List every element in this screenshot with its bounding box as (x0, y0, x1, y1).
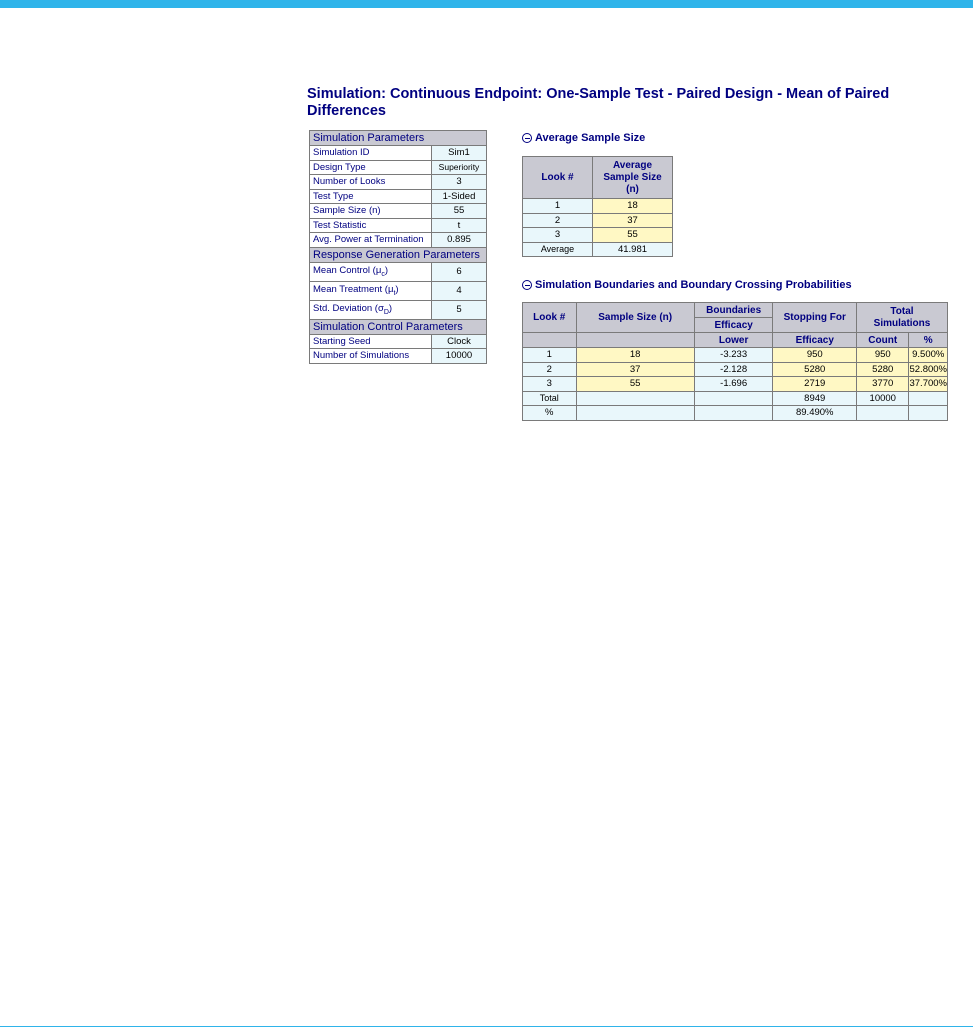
param-value: Sim1 (432, 146, 487, 161)
param-value: 55 (432, 204, 487, 219)
param-label: Mean Treatment $(\mu_t)$ (310, 281, 432, 300)
table-row (523, 391, 948, 406)
table-row (310, 281, 487, 300)
table-row (523, 348, 948, 363)
param-value: 5 (432, 300, 487, 319)
cell-lower: -3.233 (694, 348, 773, 363)
param-value: 1-Sided (432, 189, 487, 204)
cell-look: 2 (523, 362, 577, 377)
cell-n: 37 (593, 213, 673, 228)
cell-efficacy: 950 (773, 348, 857, 363)
param-value: Clock (432, 334, 487, 349)
cell-n: 18 (576, 348, 694, 363)
cell-pct-label: % (523, 406, 577, 421)
col-header-total-simulations: Total Simulations (857, 303, 948, 333)
param-value: t (432, 218, 487, 233)
table-row (523, 377, 948, 392)
table-row (523, 199, 673, 214)
cell-empty (694, 391, 773, 406)
cell-empty (576, 391, 694, 406)
cell-lower: -1.696 (694, 377, 773, 392)
col-header-lower: Lower (694, 333, 773, 348)
col-header-boundaries: Boundaries (694, 303, 773, 318)
col-header-blank (576, 333, 694, 348)
collapse-icon[interactable] (522, 280, 532, 290)
col-header-count: Count (857, 333, 909, 348)
cell-average-value: 41.981 (593, 242, 673, 257)
cell-pct: 9.500% (909, 348, 948, 363)
table-row (310, 175, 487, 190)
table-row (310, 334, 487, 349)
cell-pct: 37.700% (909, 378, 947, 390)
table-row (310, 146, 487, 161)
cell-n: 55 (576, 377, 694, 392)
cell-average-label: Average (523, 242, 593, 257)
table-row (310, 300, 487, 319)
bottom-divider (0, 1026, 973, 1027)
table-row (310, 233, 487, 248)
table-row (310, 349, 487, 364)
table-row (523, 213, 673, 228)
cell-pct: 52.800% (909, 363, 947, 375)
cell-look: 1 (523, 348, 577, 363)
table-row (523, 406, 948, 421)
section-simulation-control-parameters: Simulation Control Parameters (310, 319, 487, 334)
param-label: Test Type (310, 189, 432, 204)
section-simulation-parameters: Simulation Parameters (310, 131, 487, 146)
param-value: 6 (432, 262, 487, 281)
cell-count: 3770 (857, 377, 909, 392)
cell-count: 950 (857, 348, 909, 363)
collapse-icon[interactable] (522, 133, 532, 143)
param-label: Test Statistic (310, 218, 432, 233)
param-label: Number of Simulations (310, 349, 432, 364)
param-label: Sample Size (n) (310, 204, 432, 219)
cell-lower: -2.128 (694, 362, 773, 377)
cell-pct-efficacy: 89.490% (773, 406, 857, 421)
table-row (310, 160, 487, 175)
cell-look: 1 (523, 199, 593, 214)
param-label: Starting Seed (310, 334, 432, 349)
param-label: Simulation ID (310, 146, 432, 161)
table-row (523, 242, 673, 257)
param-label: Number of Looks (310, 175, 432, 190)
param-label: Avg. Power at Termination (310, 233, 432, 248)
col-header-average-sample-size: Average Sample Size (n) (593, 157, 673, 199)
boundaries-heading[interactable] (522, 279, 852, 291)
cell-empty (576, 406, 694, 421)
average-sample-size-heading-label: Average Sample Size (535, 132, 646, 144)
average-sample-size-table (522, 156, 673, 257)
cell-count: 5280 (857, 362, 909, 377)
cell-efficacy: 5280 (773, 362, 857, 377)
top-accent-bar (0, 0, 973, 8)
table-row (310, 262, 487, 281)
cell-total-count: 10000 (857, 391, 909, 406)
cell-n: 37 (576, 362, 694, 377)
col-header-sample-size: Sample Size (n) (576, 303, 694, 333)
param-value: Superiority (432, 160, 487, 175)
col-header-blank (523, 333, 577, 348)
table-row (523, 362, 948, 377)
cell-total-label: Total (523, 391, 577, 406)
cell-total-efficacy: 8949 (773, 391, 857, 406)
cell-empty (909, 406, 948, 421)
cell-look: 3 (523, 377, 577, 392)
param-value: 3 (432, 175, 487, 190)
cell-empty (694, 406, 773, 421)
param-label: Mean Control $(\mu_c)$ (310, 262, 432, 281)
cell-empty (857, 406, 909, 421)
col-header-pct: % (909, 333, 948, 348)
cell-look: 2 (523, 213, 593, 228)
average-sample-size-heading[interactable] (522, 132, 645, 144)
table-row (310, 204, 487, 219)
boundaries-table (522, 302, 948, 421)
boundaries-heading-label: Simulation Boundaries and Boundary Crossing Probabilities (535, 279, 852, 291)
table-row (310, 218, 487, 233)
param-label: Design Type (310, 160, 432, 175)
cell-look: 3 (523, 228, 593, 243)
param-value: 10000 (432, 349, 487, 364)
parameters-table (309, 130, 487, 364)
section-response-generation-parameters: Response Generation Parameters (310, 247, 487, 262)
col-header-stopping-for: Stopping For (773, 303, 857, 333)
cell-n: 55 (593, 228, 673, 243)
param-value: 0.895 (432, 233, 487, 248)
col-header-efficacy: Efficacy (694, 318, 773, 333)
cell-efficacy: 2719 (773, 377, 857, 392)
col-header-look: Look # (523, 303, 577, 333)
col-header-look: Look # (523, 157, 593, 199)
param-value: 4 (432, 281, 487, 300)
cell-n: 18 (593, 199, 673, 214)
table-row (310, 189, 487, 204)
table-row (523, 228, 673, 243)
page-title: Simulation: Continuous Endpoint: One-Sample Test - Paired Design - Mean of Paired Differences (307, 86, 890, 119)
cell-empty (909, 391, 948, 406)
param-label: Std. Deviation $(\sigma_D)$ (310, 300, 432, 319)
col-header-stop-efficacy: Efficacy (773, 333, 857, 348)
